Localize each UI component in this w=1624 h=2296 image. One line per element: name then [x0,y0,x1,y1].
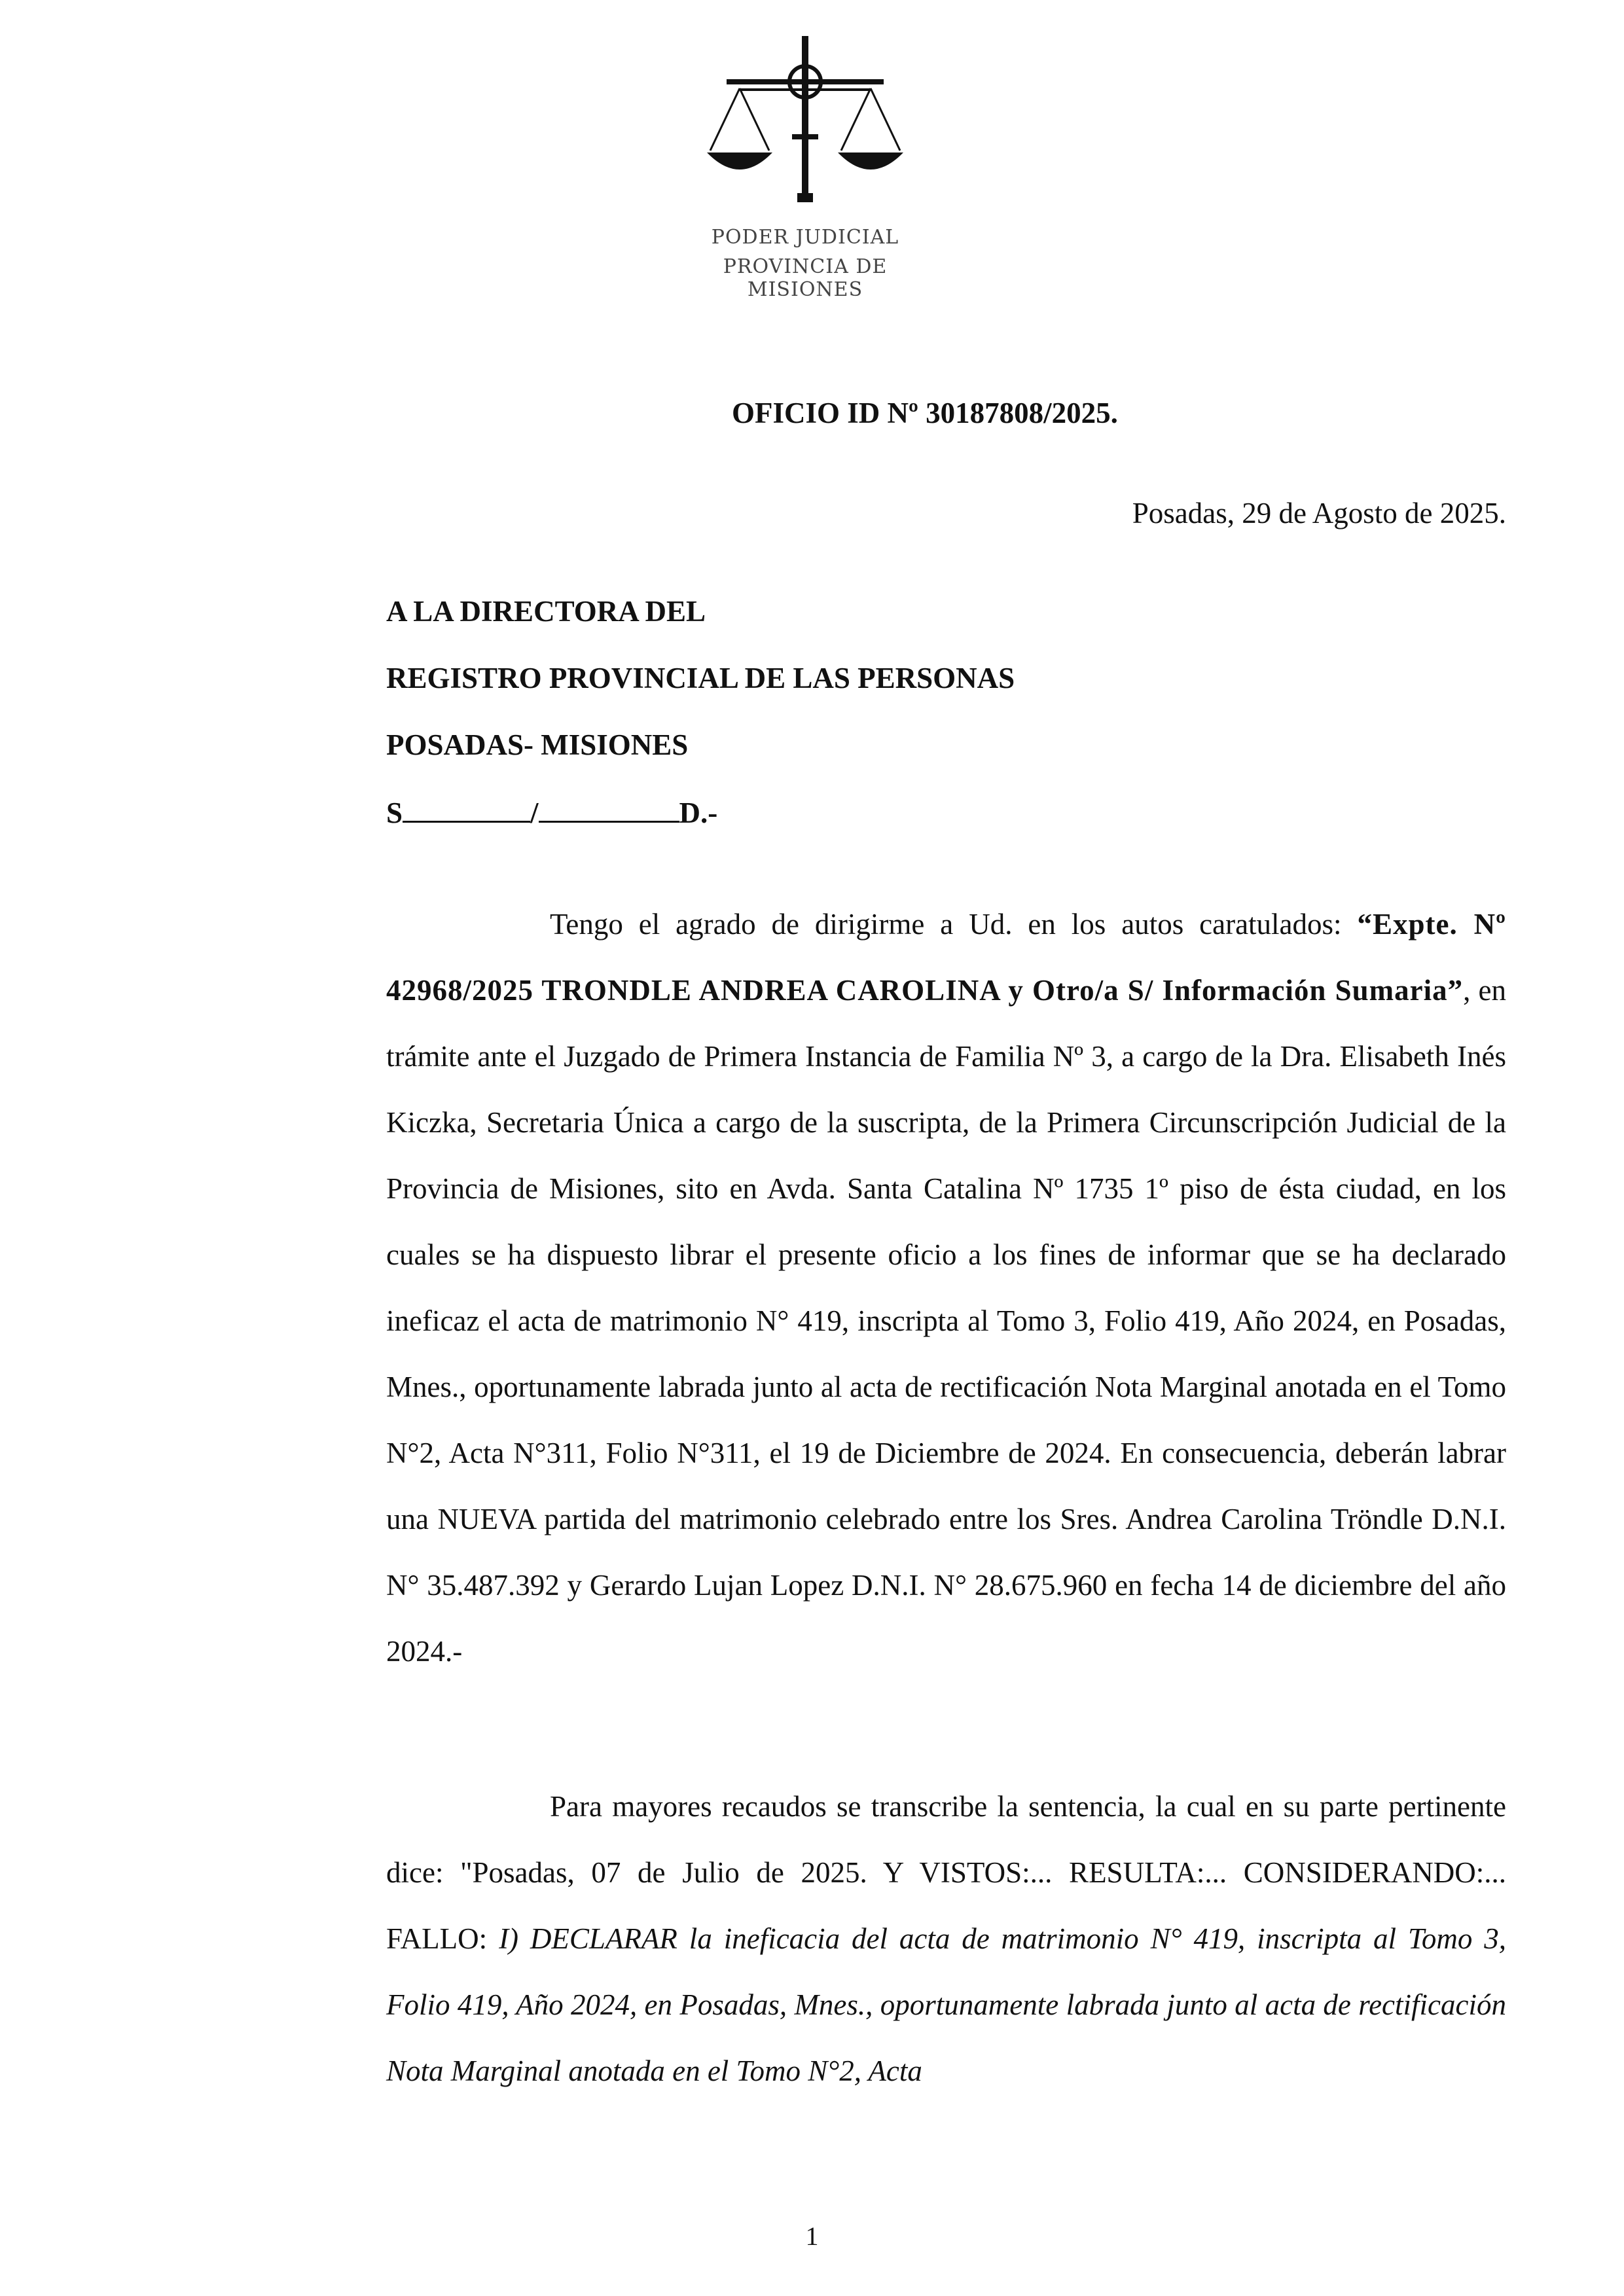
page-number: 1 [805,2221,819,2251]
ruling-quote: I) DECLARAR la ineficacia del acta de matrimonio N° 419, inscripta al Tomo 3, Folio 419, Año 2024, en Posadas, Mnes., oportunamente labrada junto al acta de rectificación Nota Marginal anotada en el Tomo N°2, Acta [386,1922,1506,2087]
document-date: Posadas, 29 de Agosto de 2025. [1132,497,1506,529]
addressee-line2: REGISTRO PROVINCIAL DE LAS PERSONAS [386,662,1015,694]
salutation-d: D.- [679,797,718,829]
salutation [386,795,717,830]
court-logo [668,36,943,301]
body-paragraph-1 [386,891,1506,1685]
addressee-line3: POSADAS- MISIONES [386,728,689,761]
blank-line [403,795,530,823]
scales-of-justice-icon [700,36,910,219]
salutation-slash: / [530,797,539,829]
salutation-s: S [386,797,403,829]
blank-line [539,795,679,823]
case-caption: “Expte. Nº 42968/2025 TRONDLE ANDREA CAROLINA y Otro/a S/ Información Sumaria” [386,908,1506,1007]
paragraph-1-intro: Tengo el agrado de dirigirme a Ud. en los autos caratulados: [550,908,1358,941]
document-title: OFICIO ID Nº 30187808/2025. [732,397,1118,429]
logo-text-line1: PODER JUDICIAL [711,226,899,249]
paragraph-2-intro: Para mayores recaudos se transcribe la sentencia, la cual en su parte pertinente dice: "Posadas, 07 de Julio de 2025. Y VISTOS:... RESULTA:... CONSIDERANDO:... FALLO: [386,1790,1506,1955]
paragraph-1-text: , en trámite ante el Juzgado de Primera Instancia de Familia Nº 3, a cargo de la Dra. Elisabeth Inés Kiczka, Secretaria Única a cargo de la suscripta, de la Primera Circunscripción Judicial de la Provincia de Misiones, sito en Avda. Santa Catalina Nº 1735 1º piso de ésta ciudad, en los cuales se ha dispuesto librar el presente oficio a los fines de informar que se ha declarado ineficaz el acta de matrimonio N° 419, inscripta al Tomo 3, Folio 419, Año 2024, en Posadas, Mnes., oportunamente labrada junto al acta de rectificación Nota Marginal anotada en el Tomo N°2, Acta N°311, Folio N°311, el 19 de Diciembre de 2024. En consecuencia, deberán labrar una NUEVA partida del matrimonio celebrado entre los Sres. Andrea Carolina Tröndle D.N.I. N° 35.487.392 y Gerardo Lujan Lopez D.N.I. N° 28.675.960 en fecha 14 de diciembre del año 2024.- [386,974,1506,1668]
logo-text-line2: PROVINCIA DE MISIONES [723,255,888,301]
addressee-line1: A LA DIRECTORA DEL [386,595,706,628]
body-paragraph-2 [386,1774,1506,2104]
